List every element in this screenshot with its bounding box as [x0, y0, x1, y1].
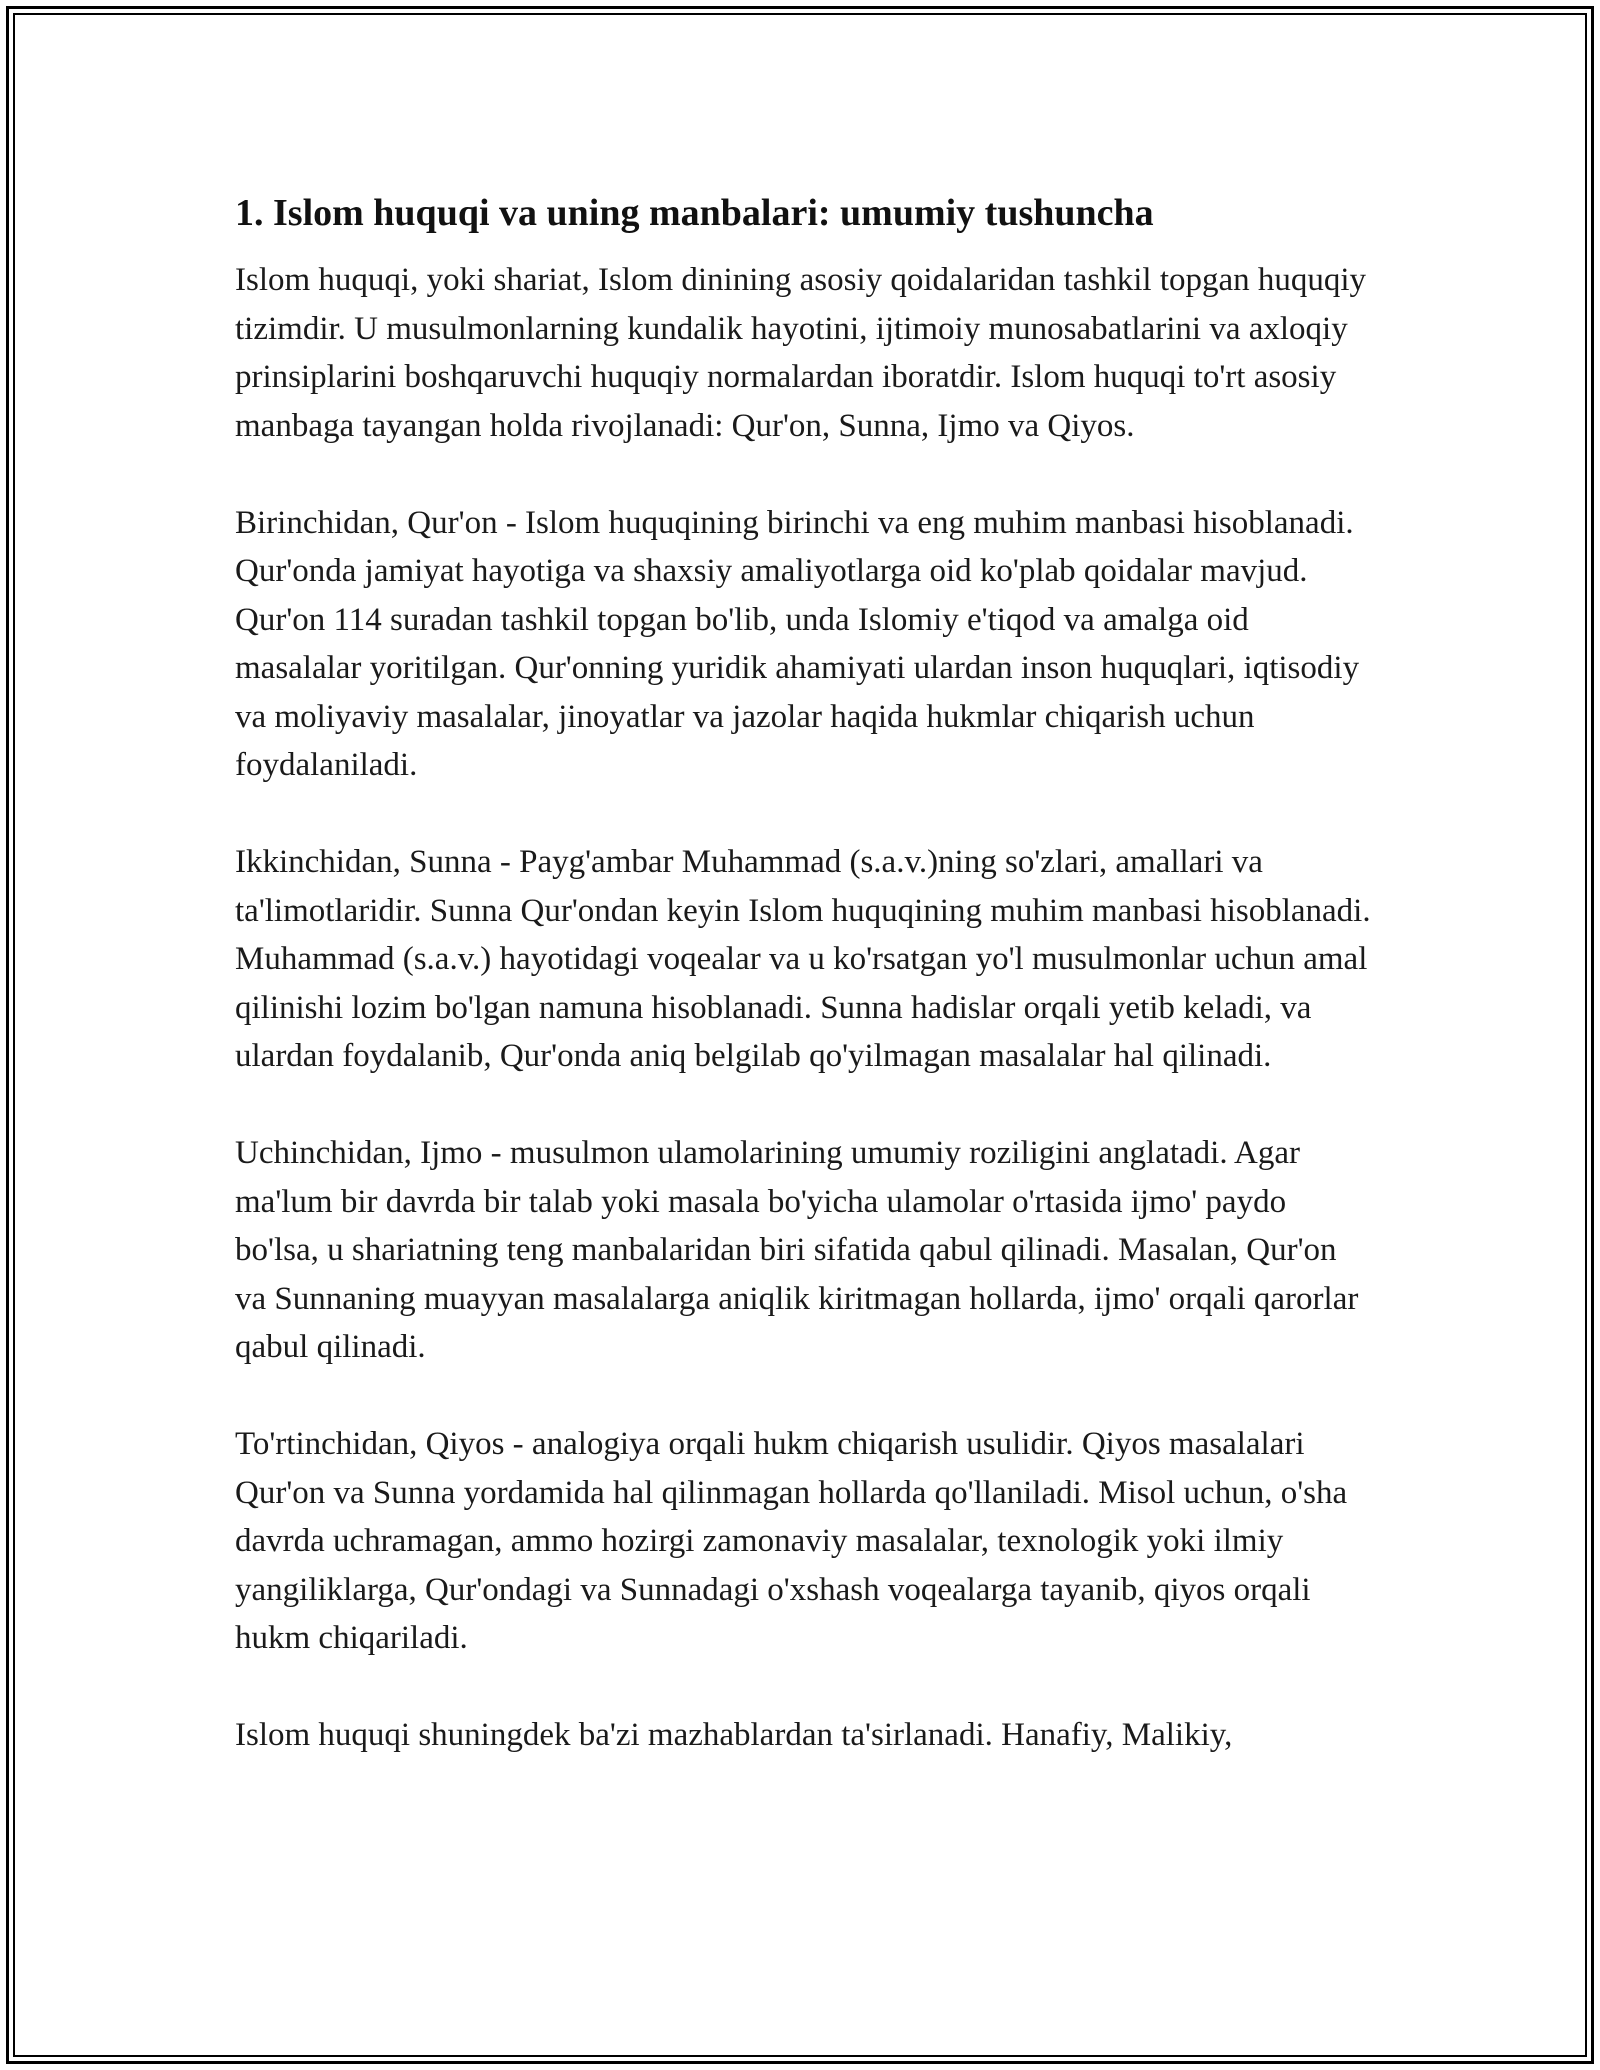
paragraph-qiyos: To'rtinchidan, Qiyos - analogiya orqali hukm chiqarish usulidir. Qiyos masalalari Qur'on va Sunna yordamida hal qilinmagan hollarda qo'llaniladi. Misol uchun, o'sha davrda uchramagan, ammo hozirgi zamonaviy masalalar, texnologik yoki ilmiy yangiliklarga, Qur'ondagi va Sunnadagi o'xshash voqealarga tayanib, qiyos orqali hukm chiqariladi.	[235, 1426, 1348, 1656]
paragraph-sunna: Ikkinchidan, Sunna - Payg'ambar Muhammad (s.a.v.)ning so'zlari, amallari va ta'limotlaridir. Sunna Qur'ondan keyin Islom huquqining muhim manbasi hisoblanadi. Muhammad (s.a.v.) hayotidagi voqealar va u ko'rsatgan yo'l musulmonlar uchun amal qilinishi lozim bo'lgan namuna hisoblanadi. Sunna hadislar orqali yetib keladi, va ulardan foydalanib, Qur'onda aniq belgilab qo'yilmagan masalalar hal qilinadi.	[235, 844, 1371, 1074]
paragraph-mazhablar: Islom huquqi shuningdek ba'zi mazhablardan ta'sirlanadi. Hanafiy, Malikiy,	[235, 1717, 1233, 1753]
section-heading: 1. Islom huquqi va uning manbalari: umumiy tushuncha	[235, 192, 1154, 234]
document-body	[235, 186, 1375, 1760]
paragraph-intro: Islom huquqi, yoki shariat, Islom dinining asosiy qoidalaridan tashkil topgan huquqiy tizimdir. U musulmonlarning kundalik hayotini, ijtimoiy munosabatlarini va axloqiy prinsiplarini boshqaruvchi huquqiy normalardan iboratdir. Islom huquqi to'rt asosiy manbaga tayangan holda rivojlanadi: Qur'on, Sunna, Ijmo va Qiyos.	[235, 262, 1367, 444]
paragraph-ijmo: Uchinchidan, Ijmo - musulmon ulamolarining umumiy roziligini anglatadi. Agar ma'lum bir davrda bir talab yoki masala bo'yicha ulamolar o'rtasida ijmo' paydo bo'lsa, u shariatning teng manbalaridan biri sifatida qabul qilinadi. Masalan, Qur'on va Sunnaning muayyan masalalarga aniqlik kiritmagan hollarda, ijmo' orqali qarorlar qabul qilinadi.	[235, 1135, 1359, 1365]
paragraph-quran: Birinchidan, Qur'on - Islom huquqining birinchi va eng muhim manbasi hisoblanadi. Qur'onda jamiyat hayotiga va shaxsiy amaliyotlarga oid ko'plab qoidalar mavjud. Qur'on 114 suradan tashkil topgan bo'lib, unda Islomiy e'tiqod va amalga oid masalalar yoritilgan. Qur'onning yuridik ahamiyati ulardan inson huquqlari, iqtisodiy va moliyaviy masalalar, jinoyatlar va jazolar haqida hukmlar chiqarish uchun foydalaniladi.	[235, 504, 1360, 783]
